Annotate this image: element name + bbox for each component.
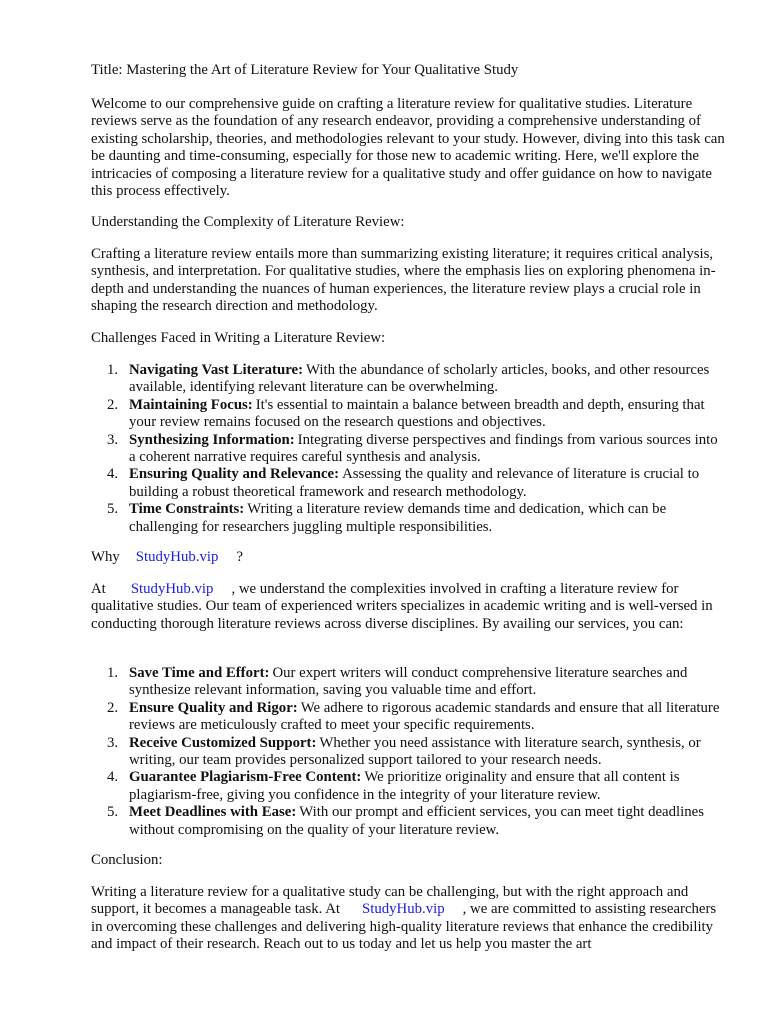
list-item [91,700,725,735]
list-item-text: Our expert writers will conduct comprehensive literature searches and synthesize relevant information, saving you valuable time and effort. [129,665,688,699]
understanding-paragraph: Crafting a literature review entails more than summarizing existing literature; it requires critical analysis, synthesis, and interpretation. For qualitative studies, where the emphasis lies on exploring phenomena in-depth and understanding the nuances of human experiences, the literature review plays a crucial role in shaping the research direction and methodology. [91,246,716,315]
conclusion-prefix: Writing a literature review for a qualitative study can be challenging, but with the right approach and support, it becomes a manageable task. At [91,884,689,918]
list-item [91,665,725,700]
document-title: Title: Mastering the Art of Literature Review for Your Qualitative Study [91,62,519,78]
list-item-text: With the abundance of scholarly articles, books, and other resources available, identifying relevant literature can be overwhelming. [129,362,710,396]
list-item [91,397,725,432]
studyhub-link[interactable]: StudyHub.vip [135,549,219,565]
why-suffix: ? [236,549,243,565]
list-item-label: Meet Deadlines with Ease: [129,804,297,821]
challenges-list [91,362,725,536]
list-item-label: Navigating Vast Literature: [129,362,303,378]
challenges-heading: Challenges Faced in Writing a Literature Review: [91,330,386,346]
why-prefix: Why [91,549,120,565]
conclusion-text: , we are committed to assisting researchers in overcoming these challenges and delivering high-quality literature reviews that enhance the credibility and impact of their research. Reach out to us today and let us help you master the art [91,901,717,953]
list-number: 4. [107,769,119,786]
list-number: 3. [107,431,119,448]
list-number: 2. [107,699,119,716]
list-item-text: Assessing the quality and relevance of literature is crucial to building a robust theoretical framework and research methodology. [129,466,700,500]
list-item [91,362,725,397]
list-item-label: Ensuring Quality and Relevance: [129,466,340,483]
understanding-heading: Understanding the Complexity of Literature Review: [91,214,405,230]
intro-paragraph: Welcome to our comprehensive guide on crafting a literature review for qualitative studies. Literature reviews serve as the foundation of any research endeavor, providing a comprehensive understanding of existing scholarship, theories, and methodologies relevant to your study. However, diving into this task can be daunting and time-consuming, especially for those new to academic writing. Here, we'll explore the intricacies of composing a literature review for a qualitative study and offer guidance on how to navigate this process effectively. [91,96,725,200]
at-paragraph [91,581,725,633]
why-line [91,549,725,566]
list-number: 4. [107,466,119,483]
list-item [91,466,725,501]
list-item-label: Guarantee Plagiarism-Free Content: [129,769,362,786]
list-item-label: Maintaining Focus: [129,396,253,413]
list-number: 3. [107,734,119,751]
list-item-text: Whether you need assistance with literature search, synthesis, or writing, our team provides personalized support tailored to your research needs. [129,734,701,769]
list-item [91,769,725,804]
benefits-list [91,665,725,839]
studyhub-link[interactable]: StudyHub.vip [362,901,445,918]
list-number: 5. [107,804,119,821]
list-item-label: Save Time and Effort: [129,665,270,681]
list-number: 5. [107,501,119,518]
list-item [91,432,725,467]
at-text: , we understand the complexities involved in crafting a literature review for qualitative studies. Our team of experienced writers specializes in academic writing and is well-versed in conducting thorough literature reviews across diverse disciplines. By availing our services, you can: [91,581,713,632]
list-item-text: Writing a literature review demands time and dedication, which can be challenging for researchers juggling multiple responsibilities. [129,501,667,535]
conclusion-heading: Conclusion: [91,852,163,868]
list-item-text: Integrating diverse perspectives and findings from various sources into a coherent narrative requires careful synthesis and analysis. [129,431,718,466]
list-item-text: With our prompt and efficient services, you can meet tight deadlines without compromising on the quality of your literature review. [129,804,704,838]
list-item-text: It's essential to maintain a balance between breadth and depth, ensuring that your review remains focused on the research questions and objectives. [129,396,705,431]
list-item-label: Time Constraints: [129,501,245,518]
list-item [91,804,725,839]
list-item [91,735,725,770]
at-prefix: At [91,581,106,597]
list-item [91,501,725,536]
list-number: 2. [107,396,119,413]
list-item-label: Receive Customized Support: [129,734,317,751]
list-number: 1. [107,665,119,681]
conclusion-paragraph [91,884,725,954]
list-item-text: We prioritize originality and ensure that all content is plagiarism-free, giving you confidence in the integrity of your literature review. [129,769,680,803]
list-item-text: We adhere to rigorous academic standards and ensure that all literature reviews are meticulously crafted to meet your specific requirements. [129,699,720,734]
studyhub-link[interactable]: StudyHub.vip [130,581,214,597]
list-item-label: Synthesizing Information: [129,431,295,448]
list-item-label: Ensure Quality and Rigor: [129,699,298,716]
list-number: 1. [107,362,119,378]
